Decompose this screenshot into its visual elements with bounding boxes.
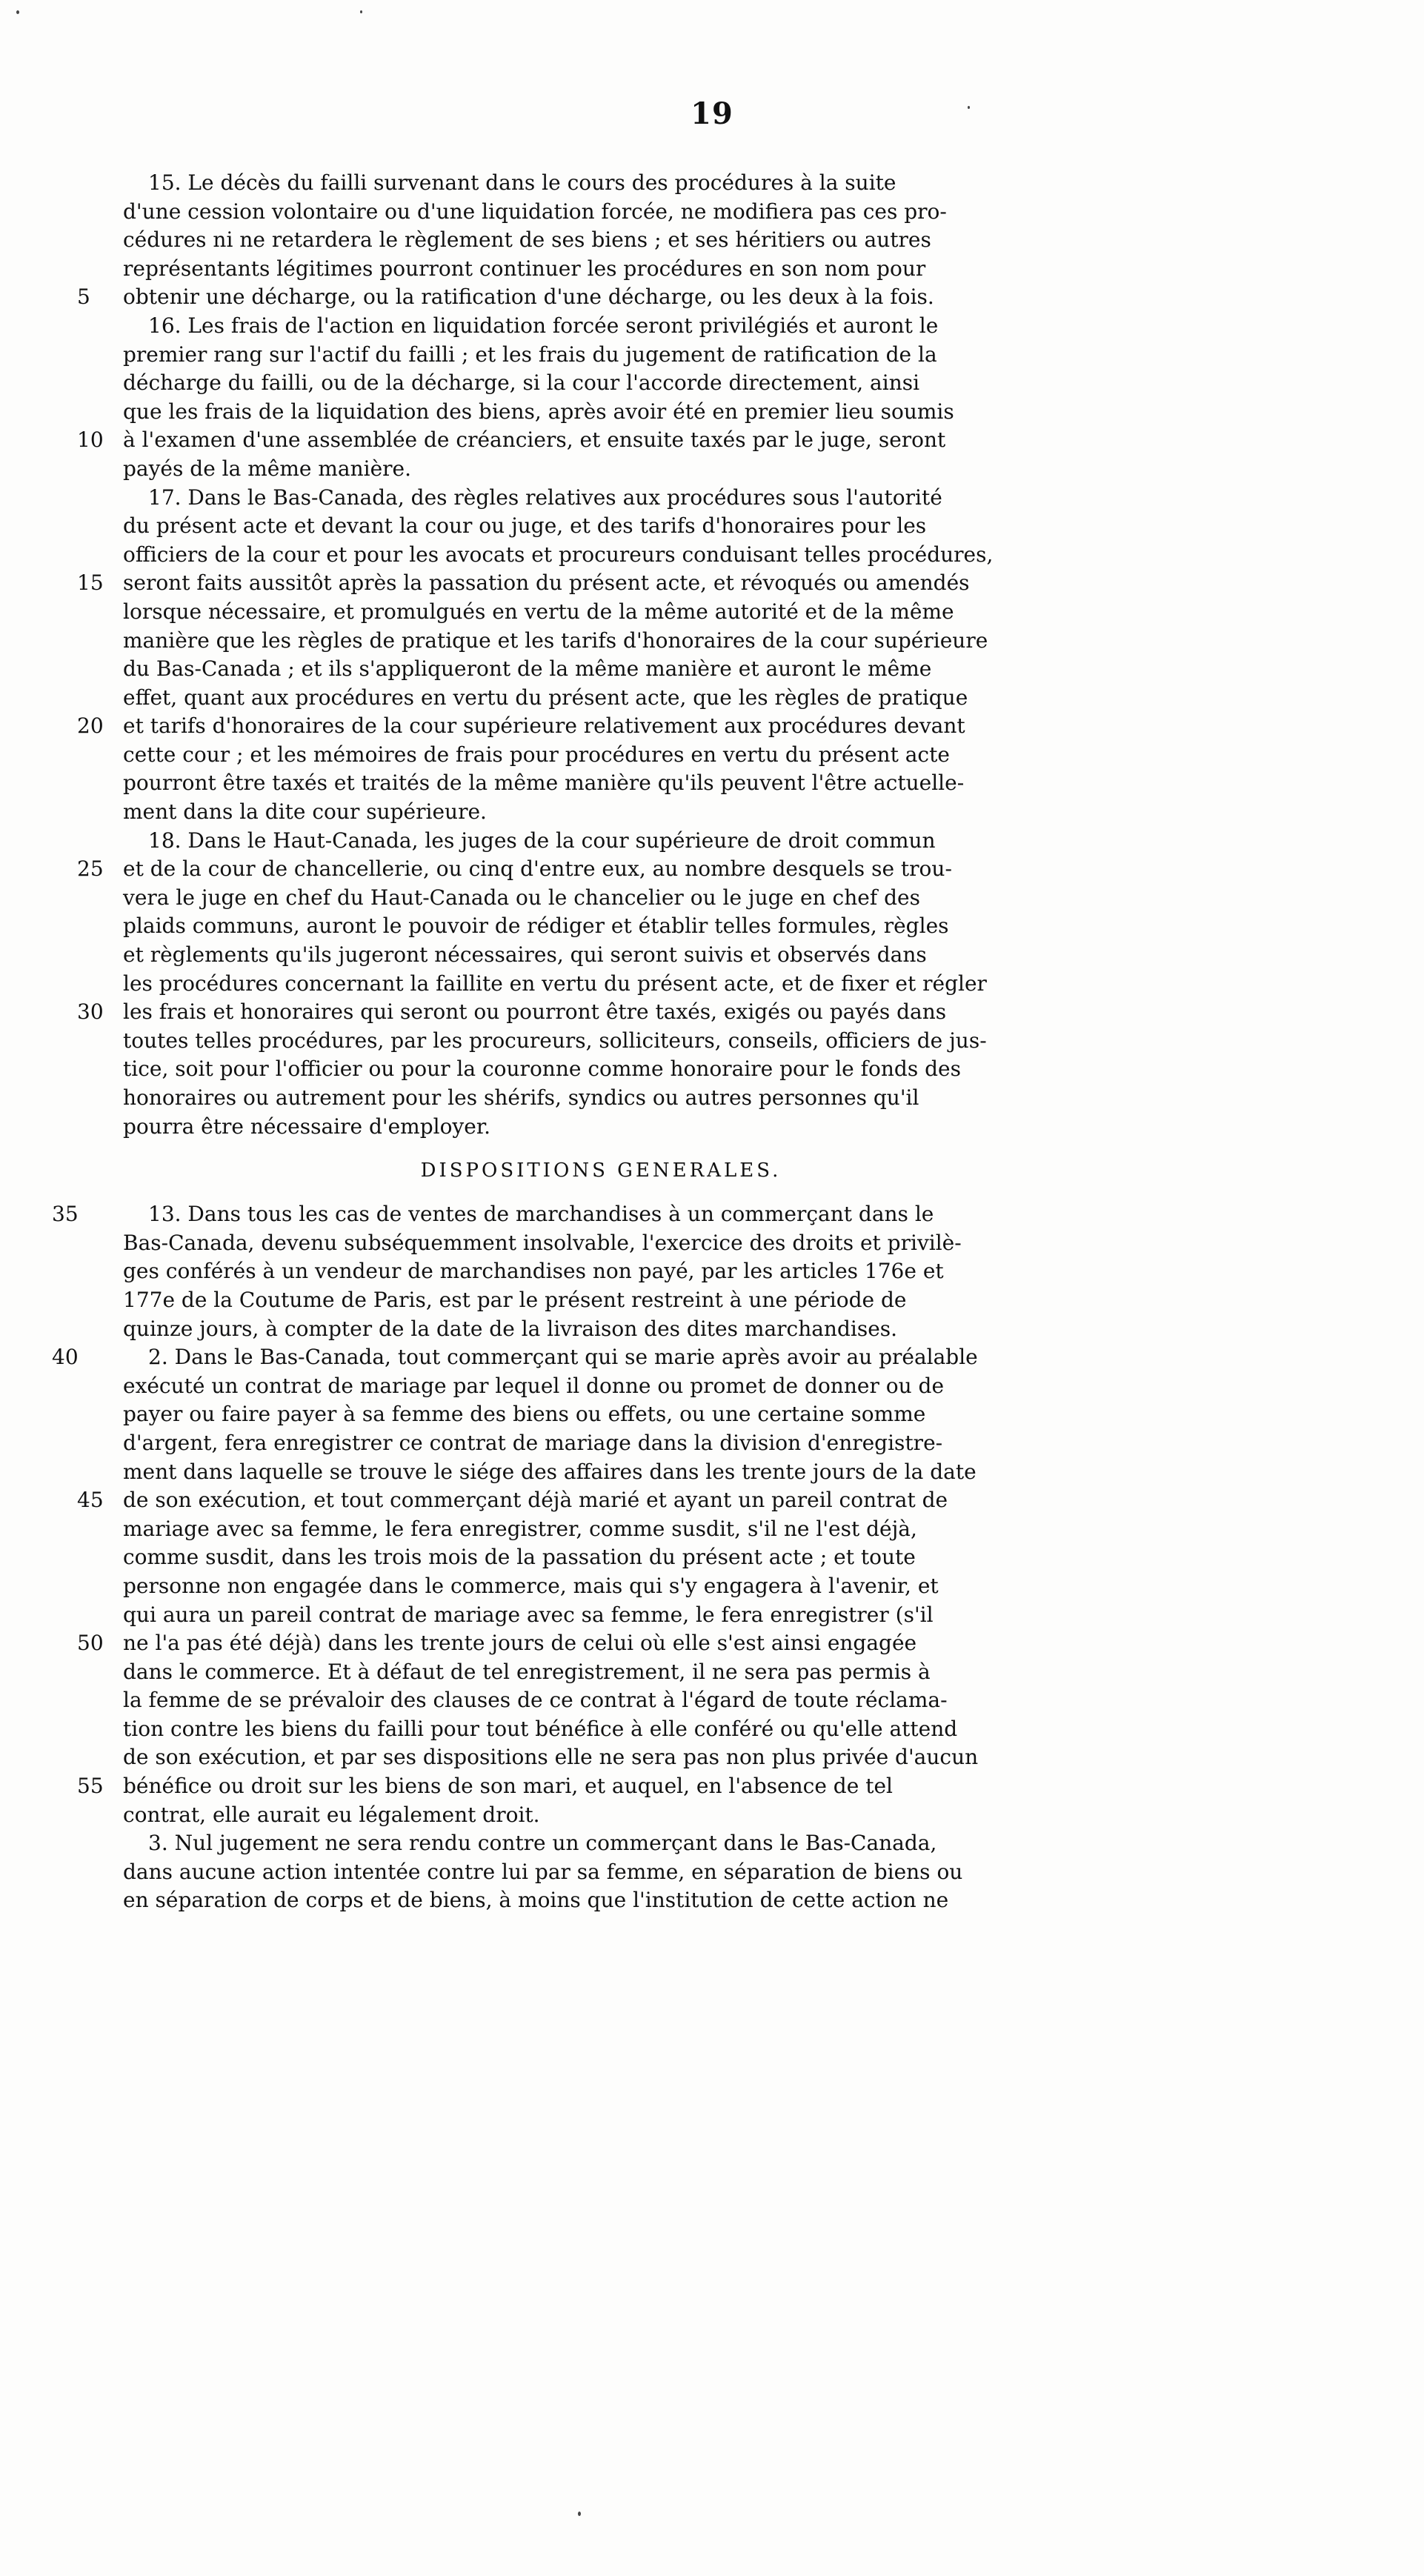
text-line — [123, 1858, 1079, 1887]
text-line — [123, 169, 1079, 198]
line-text: du présent acte et devant la cour ou juge, et des tarifs d'honoraires pour les — [123, 513, 927, 539]
text-line — [123, 741, 1079, 770]
text-line — [123, 769, 1079, 798]
text-line — [123, 1257, 1079, 1286]
line-text: lorsque nécessaire, et promulgués en vertu de la même autorité et de la même — [123, 599, 954, 624]
text-line — [52, 1343, 1079, 1372]
scan-speck — [968, 106, 970, 109]
line-text: bénéfice ou droit sur les biens de son mari, et auquel, en l'absence de tel — [123, 1774, 893, 1799]
text-line — [123, 369, 1079, 398]
line-text: 2. Dans le Bas-Canada, tout commerçant qui se marie après avoir au préalable — [148, 1345, 978, 1370]
line-number: 5 — [77, 284, 90, 310]
line-text: et tarifs d'honoraires de la cour supérieure relativement aux procédures devant — [123, 713, 965, 739]
text-line — [123, 970, 1079, 999]
line-number: 45 — [77, 1488, 104, 1513]
line-text: comme susdit, dans les trois mois de la passation du présent acte ; et toute — [123, 1545, 916, 1570]
scan-speck — [578, 2512, 581, 2516]
line-text: qui aura un pareil contrat de mariage avec sa femme, le fera enregistrer (s'il — [123, 1602, 934, 1627]
line-text: et de la cour de chancellerie, ou cinq d'entre eux, au nombre desquels se trou- — [123, 856, 952, 882]
line-text: premier rang sur l'actif du failli ; et les frais du jugement de ratification de la — [123, 342, 937, 367]
text-line — [123, 484, 1079, 513]
line-text: d'argent, fera enregistrer ce contrat de mariage dans la division d'enregistre- — [123, 1430, 943, 1455]
text-line — [123, 1315, 1079, 1344]
text-line — [123, 1400, 1079, 1429]
line-text: seront faits aussitôt après la passation du présent acte, et révoqués ou amendés — [123, 570, 970, 596]
line-number: 55 — [77, 1774, 104, 1799]
line-text: cette cour ; et les mémoires de frais pour procédures en vertu du présent acte — [123, 742, 950, 767]
line-text: décharge du failli, ou de la décharge, si la cour l'accorde directement, ainsi — [123, 370, 920, 396]
line-text: 3. Nul jugement ne sera rendu contre un commerçant dans le Bas-Canada, — [148, 1831, 937, 1856]
text-line — [77, 1772, 1079, 1801]
line-text: payés de la même manière. — [123, 456, 412, 481]
text-line — [123, 655, 1079, 684]
line-text: d'une cession volontaire ou d'une liquidation forcée, ne modifiera pas ces pro- — [123, 199, 947, 224]
text-line — [77, 1629, 1079, 1658]
text-line — [77, 1486, 1079, 1515]
text-line — [123, 1515, 1079, 1544]
line-text: tice, soit pour l'officier ou pour la couronne comme honoraire pour le fonds des — [123, 1056, 961, 1082]
line-text: 17. Dans le Bas-Canada, des règles relatives aux procédures sous l'autorité — [148, 485, 942, 510]
line-text: quinze jours, à compter de la date de la livraison des dites marchandises. — [123, 1316, 898, 1341]
line-text: pourront être taxés et traités de la même manière qu'ils peuvent l'être actuelle- — [123, 771, 965, 796]
line-text: Bas-Canada, devenu subséquemment insolvable, l'exercice des droits et privilè- — [123, 1230, 962, 1255]
text-line — [123, 1084, 1079, 1113]
line-text: représentants légitimes pourront continuer les procédures en son nom pour — [123, 256, 926, 281]
line-text: ges conférés à un vendeur de marchandises non payé, par les articles 176e et — [123, 1259, 944, 1284]
text-line — [123, 1743, 1079, 1772]
text-line — [123, 541, 1079, 570]
line-text: pourra être nécessaire d'employer. — [123, 1114, 491, 1139]
line-text: honoraires ou autrement pour les shérifs, syndics ou autres personnes qu'il — [123, 1085, 919, 1110]
line-text: 15. Le décès du failli survenant dans le cours des procédures à la suite — [148, 170, 896, 195]
text-line — [123, 598, 1079, 627]
line-text: plaids communs, auront le pouvoir de rédiger et établir telles formules, règles — [123, 913, 949, 939]
text-line — [123, 1372, 1079, 1401]
text-line — [123, 684, 1079, 713]
text-line — [123, 198, 1079, 227]
text-line — [77, 569, 1079, 598]
text-line — [123, 1572, 1079, 1601]
section-general-provisions — [52, 1200, 1079, 1915]
text-line — [123, 1886, 1079, 1915]
line-text: les procédures concernant la faillite en vertu du présent acte, et de fixer et régler — [123, 971, 987, 996]
text-line — [123, 1113, 1079, 1142]
line-text: toutes telles procédures, par les procureurs, solliciteurs, conseils, officiers de jus- — [123, 1028, 987, 1053]
line-number: 25 — [77, 856, 104, 882]
line-text: 177e de la Coutume de Paris, est par le présent restreint à une période de — [123, 1287, 907, 1312]
line-text: ne l'a pas été déjà) dans les trente jours de celui où elle s'est ainsi engagée — [123, 1631, 917, 1656]
line-text: 13. Dans tous les cas de ventes de marchandises à un commerçant dans le — [148, 1202, 934, 1227]
line-text: manière que les règles de pratique et les tarifs d'honoraires de la cour supérieure — [123, 628, 988, 653]
line-text: que les frais de la liquidation des biens, après avoir été en premier lieu soumis — [123, 399, 954, 424]
text-line — [123, 1801, 1079, 1830]
line-text: et règlements qu'ils jugeront nécessaires, qui seront suivis et observés dans — [123, 942, 927, 968]
text-line — [123, 827, 1079, 856]
text-line — [123, 1543, 1079, 1572]
text-body — [52, 169, 1079, 1915]
text-line — [123, 1458, 1079, 1487]
line-text: personne non engagée dans le commerce, mais qui s'y engagera à l'avenir, et — [123, 1573, 939, 1598]
text-line — [123, 341, 1079, 370]
line-text: du Bas-Canada ; et ils s'appliqueront de la même manière et auront le même — [123, 656, 932, 682]
line-text: cédures ni ne retardera le règlement de ses biens ; et ses héritiers ou autres — [123, 227, 931, 253]
line-number: 40 — [52, 1345, 79, 1370]
text-line — [123, 1229, 1079, 1258]
scan-speck — [16, 10, 19, 14]
line-text: mariage avec sa femme, le fera enregistrer, comme susdit, s'il ne l'est déjà, — [123, 1516, 917, 1541]
line-number: 35 — [52, 1202, 79, 1227]
text-line — [123, 798, 1079, 827]
text-line — [123, 884, 1079, 913]
line-text: la femme de se prévaloir des clauses de ce contrat à l'égard de toute réclama- — [123, 1688, 948, 1713]
text-line — [123, 255, 1079, 284]
line-number: 50 — [77, 1631, 104, 1656]
text-line — [77, 283, 1079, 312]
line-text: contrat, elle aurait eu légalement droit. — [123, 1802, 540, 1827]
line-text: 16. Les frais de l'action en liquidation forcée seront privilégiés et auront le — [148, 313, 939, 338]
line-text: de son exécution, et par ses dispositions elle ne sera pas non plus privée d'aucun — [123, 1745, 979, 1770]
line-number: 15 — [77, 570, 104, 596]
text-line — [123, 1601, 1079, 1630]
line-text: dans le commerce. Et à défaut de tel enregistrement, il ne sera pas permis à — [123, 1659, 931, 1684]
line-text: obtenir une décharge, ou la ratification d'une décharge, ou les deux à la fois. — [123, 284, 934, 310]
line-text: les frais et honoraires qui seront ou pourront être taxés, exigés ou payés dans — [123, 999, 947, 1025]
line-text: exécuté un contrat de mariage par lequel il donne ou promet de donner ou de — [123, 1373, 945, 1398]
text-line — [77, 426, 1079, 455]
line-text: en séparation de corps et de biens, à moins que l'institution de cette action ne — [123, 1888, 949, 1913]
text-line — [123, 398, 1079, 427]
line-text: à l'examen d'une assemblée de créanciers, et ensuite taxés par le juge, seront — [123, 427, 946, 453]
line-text: effet, quant aux procédures en vertu du présent acte, que les règles de pratique — [123, 685, 968, 710]
text-line — [123, 512, 1079, 541]
text-line — [123, 1055, 1079, 1084]
line-text: officiers de la cour et pour les avocats et procureurs conduisant telles procédures, — [123, 542, 994, 567]
text-line — [123, 627, 1079, 656]
page-number: 19 — [691, 96, 733, 131]
line-text: dans aucune action intentée contre lui par sa femme, en séparation de biens ou — [123, 1859, 963, 1884]
text-line — [123, 912, 1079, 941]
text-line — [123, 941, 1079, 970]
section-procedures — [77, 169, 1079, 1141]
text-line — [77, 998, 1079, 1027]
line-text: payer ou faire payer à sa femme des biens ou effets, ou une certaine somme — [123, 1402, 926, 1427]
text-line — [123, 455, 1079, 484]
line-text: ment dans la dite cour supérieure. — [123, 799, 487, 825]
text-line — [77, 712, 1079, 741]
text-line — [77, 855, 1079, 884]
line-number: 20 — [77, 713, 104, 739]
text-line — [123, 1027, 1079, 1056]
text-line — [123, 1686, 1079, 1715]
text-line — [123, 312, 1079, 341]
text-line — [123, 1829, 1079, 1858]
text-line — [123, 1429, 1079, 1458]
line-text: ment dans laquelle se trouve le siége des affaires dans les trente jours de la date — [123, 1459, 976, 1484]
section-heading: DISPOSITIONS GENERALES. — [420, 1159, 782, 1182]
line-number: 30 — [77, 999, 104, 1025]
text-line — [52, 1200, 1079, 1229]
line-text: tion contre les biens du failli pour tout bénéfice à elle conféré ou qu'elle attend — [123, 1716, 958, 1741]
line-text: vera le juge en chef du Haut-Canada ou le chancelier ou le juge en chef des — [123, 885, 920, 910]
line-text: 18. Dans le Haut-Canada, les juges de la cour supérieure de droit commun — [148, 828, 936, 853]
line-number: 10 — [77, 427, 104, 453]
text-line — [123, 226, 1079, 255]
text-line — [123, 1286, 1079, 1315]
line-text: de son exécution, et tout commerçant déjà marié et ayant un pareil contrat de — [123, 1488, 948, 1513]
text-line — [123, 1715, 1079, 1744]
scan-speck — [360, 10, 362, 13]
text-line — [123, 1658, 1079, 1687]
